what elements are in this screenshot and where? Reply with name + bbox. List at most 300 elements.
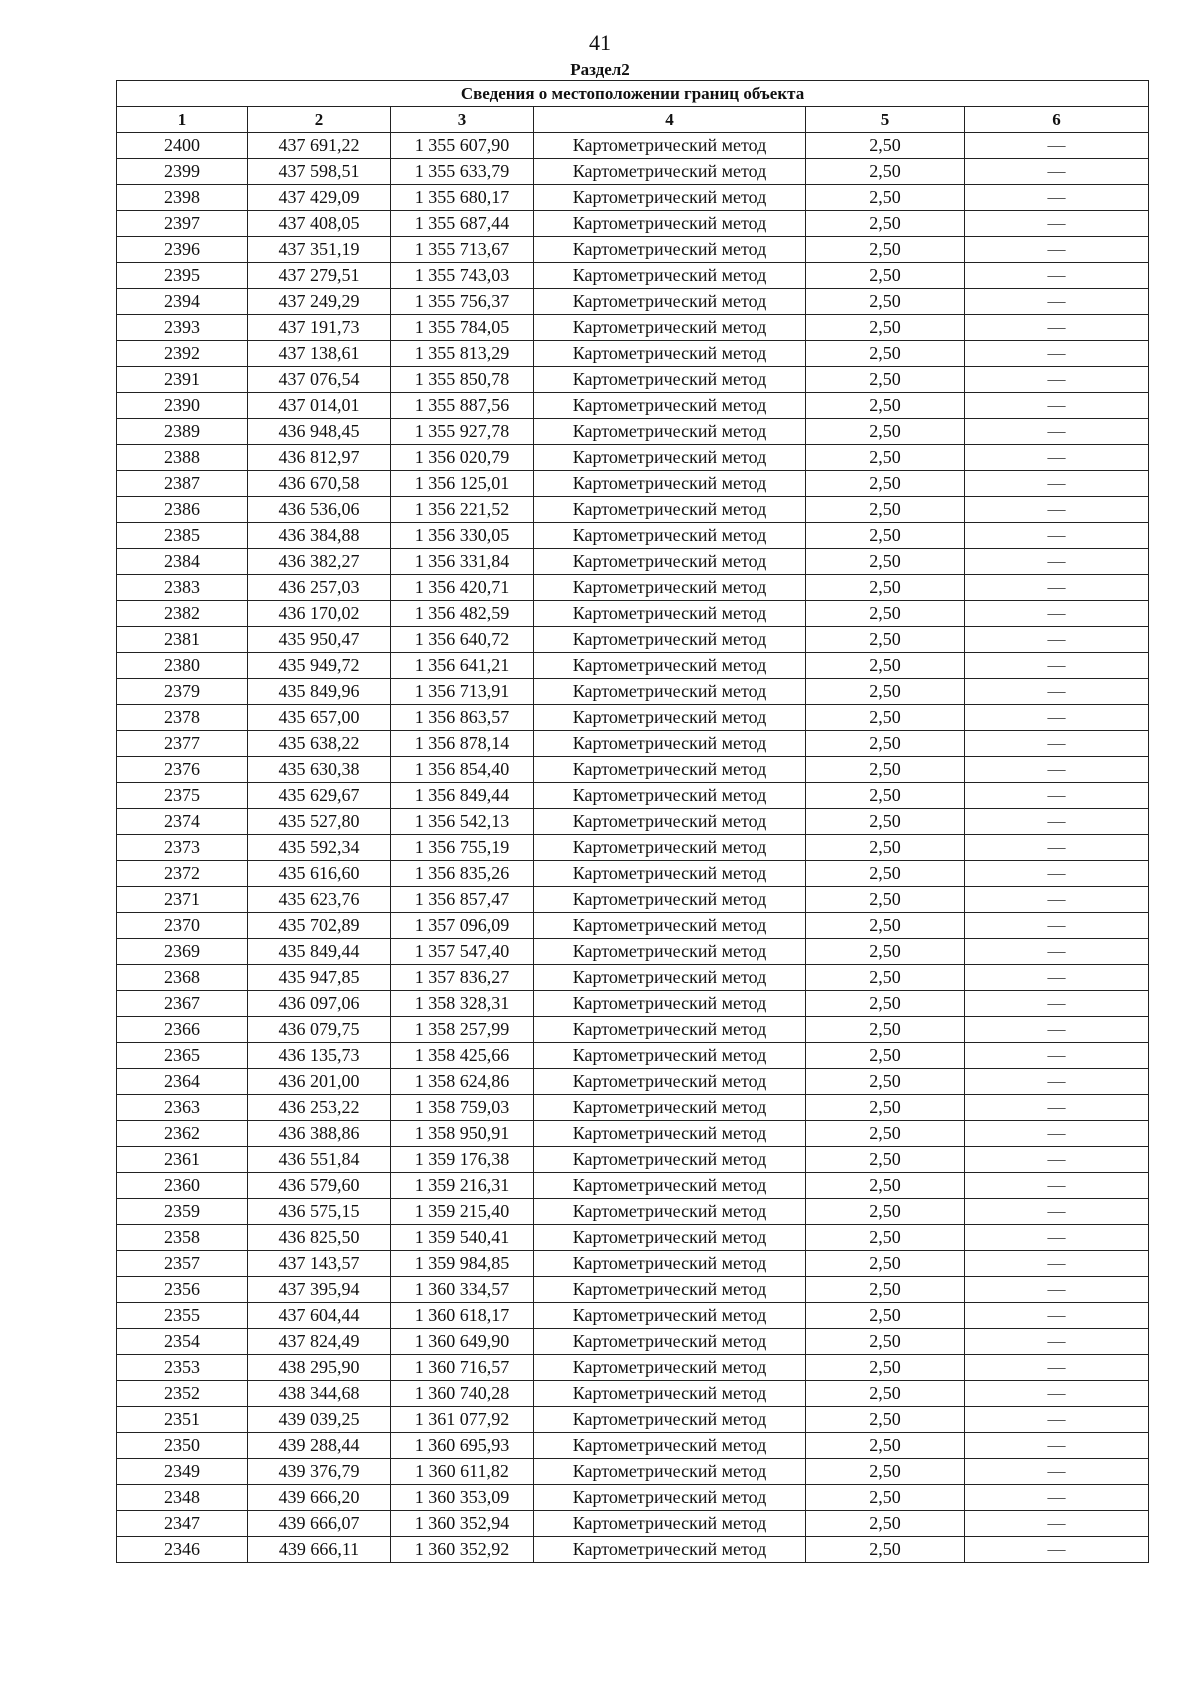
point-number-cell: 2367 bbox=[117, 991, 248, 1017]
table-row bbox=[117, 1355, 1149, 1381]
coord-x-cell: 435 657,00 bbox=[248, 705, 391, 731]
table-row bbox=[117, 185, 1149, 211]
accuracy-cell: 2,50 bbox=[806, 575, 965, 601]
point-number-cell: 2390 bbox=[117, 393, 248, 419]
point-number-cell: 2385 bbox=[117, 523, 248, 549]
method-cell: Картометрический метод bbox=[534, 1329, 806, 1355]
coord-x-cell: 437 138,61 bbox=[248, 341, 391, 367]
method-cell: Картометрический метод bbox=[534, 133, 806, 159]
point-number-cell: 2346 bbox=[117, 1537, 248, 1563]
note-cell: — bbox=[965, 315, 1149, 341]
table-row bbox=[117, 757, 1149, 783]
coord-x-cell: 435 616,60 bbox=[248, 861, 391, 887]
coord-y-cell: 1 356 863,57 bbox=[391, 705, 534, 731]
note-cell: — bbox=[965, 237, 1149, 263]
coord-x-cell: 437 604,44 bbox=[248, 1303, 391, 1329]
accuracy-cell: 2,50 bbox=[806, 887, 965, 913]
note-cell: — bbox=[965, 1303, 1149, 1329]
point-number-cell: 2350 bbox=[117, 1433, 248, 1459]
method-cell: Картометрический метод bbox=[534, 237, 806, 263]
table-row bbox=[117, 549, 1149, 575]
note-cell: — bbox=[965, 393, 1149, 419]
note-cell: — bbox=[965, 939, 1149, 965]
coord-x-cell: 439 666,20 bbox=[248, 1485, 391, 1511]
coord-y-cell: 1 360 611,82 bbox=[391, 1459, 534, 1485]
accuracy-cell: 2,50 bbox=[806, 783, 965, 809]
method-cell: Картометрический метод bbox=[534, 1277, 806, 1303]
point-number-cell: 2352 bbox=[117, 1381, 248, 1407]
note-cell: — bbox=[965, 1017, 1149, 1043]
column-header: 2 bbox=[248, 107, 391, 133]
coord-x-cell: 435 702,89 bbox=[248, 913, 391, 939]
note-cell: — bbox=[965, 523, 1149, 549]
coord-y-cell: 1 356 331,84 bbox=[391, 549, 534, 575]
accuracy-cell: 2,50 bbox=[806, 419, 965, 445]
accuracy-cell: 2,50 bbox=[806, 159, 965, 185]
note-cell: — bbox=[965, 835, 1149, 861]
point-number-cell: 2386 bbox=[117, 497, 248, 523]
table-row bbox=[117, 263, 1149, 289]
method-cell: Картометрический метод bbox=[534, 185, 806, 211]
method-cell: Картометрический метод bbox=[534, 835, 806, 861]
method-cell: Картометрический метод bbox=[534, 861, 806, 887]
coord-x-cell: 435 849,96 bbox=[248, 679, 391, 705]
table-row bbox=[117, 835, 1149, 861]
coord-y-cell: 1 357 836,27 bbox=[391, 965, 534, 991]
method-cell: Картометрический метод bbox=[534, 549, 806, 575]
method-cell: Картометрический метод bbox=[534, 653, 806, 679]
point-number-cell: 2368 bbox=[117, 965, 248, 991]
note-cell: — bbox=[965, 549, 1149, 575]
point-number-cell: 2381 bbox=[117, 627, 248, 653]
method-cell: Картометрический метод bbox=[534, 341, 806, 367]
note-cell: — bbox=[965, 1069, 1149, 1095]
coord-y-cell: 1 356 482,59 bbox=[391, 601, 534, 627]
table-row bbox=[117, 367, 1149, 393]
coord-y-cell: 1 355 887,56 bbox=[391, 393, 534, 419]
column-header: 3 bbox=[391, 107, 534, 133]
table-caption-row bbox=[117, 81, 1149, 107]
method-cell: Картометрический метод bbox=[534, 601, 806, 627]
accuracy-cell: 2,50 bbox=[806, 653, 965, 679]
table-row bbox=[117, 237, 1149, 263]
note-cell: — bbox=[965, 913, 1149, 939]
note-cell: — bbox=[965, 1459, 1149, 1485]
coord-x-cell: 435 849,44 bbox=[248, 939, 391, 965]
point-number-cell: 2354 bbox=[117, 1329, 248, 1355]
note-cell: — bbox=[965, 1043, 1149, 1069]
table-row bbox=[117, 965, 1149, 991]
method-cell: Картометрический метод bbox=[534, 523, 806, 549]
method-cell: Картометрический метод bbox=[534, 1433, 806, 1459]
method-cell: Картометрический метод bbox=[534, 393, 806, 419]
accuracy-cell: 2,50 bbox=[806, 1017, 965, 1043]
table-row bbox=[117, 1173, 1149, 1199]
method-cell: Картометрический метод bbox=[534, 1459, 806, 1485]
accuracy-cell: 2,50 bbox=[806, 1251, 965, 1277]
accuracy-cell: 2,50 bbox=[806, 913, 965, 939]
note-cell: — bbox=[965, 1407, 1149, 1433]
coord-x-cell: 437 408,05 bbox=[248, 211, 391, 237]
point-number-cell: 2376 bbox=[117, 757, 248, 783]
note-cell: — bbox=[965, 653, 1149, 679]
table-row bbox=[117, 705, 1149, 731]
table-row bbox=[117, 627, 1149, 653]
method-cell: Картометрический метод bbox=[534, 1355, 806, 1381]
point-number-cell: 2372 bbox=[117, 861, 248, 887]
coord-x-cell: 436 257,03 bbox=[248, 575, 391, 601]
point-number-cell: 2397 bbox=[117, 211, 248, 237]
method-cell: Картометрический метод bbox=[534, 367, 806, 393]
method-cell: Картометрический метод bbox=[534, 731, 806, 757]
table-row bbox=[117, 1277, 1149, 1303]
note-cell: — bbox=[965, 133, 1149, 159]
coord-y-cell: 1 356 713,91 bbox=[391, 679, 534, 705]
coord-y-cell: 1 358 328,31 bbox=[391, 991, 534, 1017]
table-row bbox=[117, 653, 1149, 679]
method-cell: Картометрический метод bbox=[534, 627, 806, 653]
point-number-cell: 2365 bbox=[117, 1043, 248, 1069]
accuracy-cell: 2,50 bbox=[806, 835, 965, 861]
method-cell: Картометрический метод bbox=[534, 159, 806, 185]
accuracy-cell: 2,50 bbox=[806, 1277, 965, 1303]
accuracy-cell: 2,50 bbox=[806, 133, 965, 159]
coord-x-cell: 439 039,25 bbox=[248, 1407, 391, 1433]
coord-y-cell: 1 360 352,94 bbox=[391, 1511, 534, 1537]
accuracy-cell: 2,50 bbox=[806, 471, 965, 497]
point-number-cell: 2370 bbox=[117, 913, 248, 939]
coord-x-cell: 438 344,68 bbox=[248, 1381, 391, 1407]
method-cell: Картометрический метод bbox=[534, 1147, 806, 1173]
note-cell: — bbox=[965, 185, 1149, 211]
note-cell: — bbox=[965, 1433, 1149, 1459]
coord-x-cell: 437 691,22 bbox=[248, 133, 391, 159]
table-row bbox=[117, 211, 1149, 237]
coord-x-cell: 436 575,15 bbox=[248, 1199, 391, 1225]
note-cell: — bbox=[965, 263, 1149, 289]
point-number-cell: 2356 bbox=[117, 1277, 248, 1303]
table-row bbox=[117, 679, 1149, 705]
accuracy-cell: 2,50 bbox=[806, 289, 965, 315]
table-row bbox=[117, 523, 1149, 549]
accuracy-cell: 2,50 bbox=[806, 1485, 965, 1511]
accuracy-cell: 2,50 bbox=[806, 1329, 965, 1355]
table-row bbox=[117, 939, 1149, 965]
method-cell: Картометрический метод bbox=[534, 1381, 806, 1407]
method-cell: Картометрический метод bbox=[534, 315, 806, 341]
note-cell: — bbox=[965, 367, 1149, 393]
point-number-cell: 2373 bbox=[117, 835, 248, 861]
method-cell: Картометрический метод bbox=[534, 575, 806, 601]
coord-y-cell: 1 355 756,37 bbox=[391, 289, 534, 315]
table-row bbox=[117, 1433, 1149, 1459]
coord-y-cell: 1 360 334,57 bbox=[391, 1277, 534, 1303]
note-cell: — bbox=[965, 991, 1149, 1017]
column-header: 1 bbox=[117, 107, 248, 133]
table-row bbox=[117, 1121, 1149, 1147]
method-cell: Картометрический метод bbox=[534, 419, 806, 445]
coord-x-cell: 435 947,85 bbox=[248, 965, 391, 991]
coord-y-cell: 1 359 216,31 bbox=[391, 1173, 534, 1199]
table-row bbox=[117, 809, 1149, 835]
point-number-cell: 2351 bbox=[117, 1407, 248, 1433]
accuracy-cell: 2,50 bbox=[806, 1381, 965, 1407]
table-row bbox=[117, 341, 1149, 367]
note-cell: — bbox=[965, 965, 1149, 991]
point-number-cell: 2348 bbox=[117, 1485, 248, 1511]
coord-y-cell: 1 359 984,85 bbox=[391, 1251, 534, 1277]
note-cell: — bbox=[965, 783, 1149, 809]
coord-y-cell: 1 359 176,38 bbox=[391, 1147, 534, 1173]
point-number-cell: 2382 bbox=[117, 601, 248, 627]
table-row bbox=[117, 1485, 1149, 1511]
coord-y-cell: 1 356 640,72 bbox=[391, 627, 534, 653]
coord-y-cell: 1 356 835,26 bbox=[391, 861, 534, 887]
coord-x-cell: 436 079,75 bbox=[248, 1017, 391, 1043]
accuracy-cell: 2,50 bbox=[806, 445, 965, 471]
table-row bbox=[117, 731, 1149, 757]
point-number-cell: 2371 bbox=[117, 887, 248, 913]
note-cell: — bbox=[965, 1173, 1149, 1199]
accuracy-cell: 2,50 bbox=[806, 1121, 965, 1147]
accuracy-cell: 2,50 bbox=[806, 341, 965, 367]
coord-x-cell: 439 666,07 bbox=[248, 1511, 391, 1537]
coord-x-cell: 437 014,01 bbox=[248, 393, 391, 419]
column-header: 4 bbox=[534, 107, 806, 133]
table-row bbox=[117, 1381, 1149, 1407]
point-number-cell: 2378 bbox=[117, 705, 248, 731]
point-number-cell: 2398 bbox=[117, 185, 248, 211]
method-cell: Картометрический метод bbox=[534, 1251, 806, 1277]
coord-y-cell: 1 356 641,21 bbox=[391, 653, 534, 679]
coord-x-cell: 436 579,60 bbox=[248, 1173, 391, 1199]
table-row bbox=[117, 861, 1149, 887]
table-row bbox=[117, 1095, 1149, 1121]
coord-x-cell: 436 825,50 bbox=[248, 1225, 391, 1251]
accuracy-cell: 2,50 bbox=[806, 549, 965, 575]
coord-x-cell: 435 949,72 bbox=[248, 653, 391, 679]
coord-y-cell: 1 355 713,67 bbox=[391, 237, 534, 263]
coord-x-cell: 437 824,49 bbox=[248, 1329, 391, 1355]
point-number-cell: 2363 bbox=[117, 1095, 248, 1121]
coord-y-cell: 1 356 420,71 bbox=[391, 575, 534, 601]
coord-x-cell: 436 536,06 bbox=[248, 497, 391, 523]
coord-x-cell: 436 382,27 bbox=[248, 549, 391, 575]
accuracy-cell: 2,50 bbox=[806, 705, 965, 731]
coord-y-cell: 1 356 221,52 bbox=[391, 497, 534, 523]
coord-y-cell: 1 356 020,79 bbox=[391, 445, 534, 471]
note-cell: — bbox=[965, 575, 1149, 601]
coord-y-cell: 1 358 624,86 bbox=[391, 1069, 534, 1095]
coord-x-cell: 436 948,45 bbox=[248, 419, 391, 445]
accuracy-cell: 2,50 bbox=[806, 1147, 965, 1173]
method-cell: Картометрический метод bbox=[534, 445, 806, 471]
accuracy-cell: 2,50 bbox=[806, 679, 965, 705]
coord-y-cell: 1 356 542,13 bbox=[391, 809, 534, 835]
coord-x-cell: 438 295,90 bbox=[248, 1355, 391, 1381]
point-number-cell: 2391 bbox=[117, 367, 248, 393]
method-cell: Картометрический метод bbox=[534, 1225, 806, 1251]
coord-y-cell: 1 355 784,05 bbox=[391, 315, 534, 341]
point-number-cell: 2383 bbox=[117, 575, 248, 601]
accuracy-cell: 2,50 bbox=[806, 211, 965, 237]
point-number-cell: 2375 bbox=[117, 783, 248, 809]
coord-y-cell: 1 355 927,78 bbox=[391, 419, 534, 445]
point-number-cell: 2355 bbox=[117, 1303, 248, 1329]
accuracy-cell: 2,50 bbox=[806, 757, 965, 783]
note-cell: — bbox=[965, 289, 1149, 315]
table-row bbox=[117, 575, 1149, 601]
coord-x-cell: 436 670,58 bbox=[248, 471, 391, 497]
table-row bbox=[117, 419, 1149, 445]
coord-x-cell: 439 666,11 bbox=[248, 1537, 391, 1563]
note-cell: — bbox=[965, 1329, 1149, 1355]
point-number-cell: 2359 bbox=[117, 1199, 248, 1225]
coord-y-cell: 1 358 759,03 bbox=[391, 1095, 534, 1121]
table-row bbox=[117, 991, 1149, 1017]
note-cell: — bbox=[965, 705, 1149, 731]
table-row bbox=[117, 1069, 1149, 1095]
accuracy-cell: 2,50 bbox=[806, 1043, 965, 1069]
method-cell: Картометрический метод bbox=[534, 471, 806, 497]
note-cell: — bbox=[965, 1381, 1149, 1407]
point-number-cell: 2353 bbox=[117, 1355, 248, 1381]
table-caption: Сведения о местоположении границ объекта bbox=[117, 81, 1149, 107]
coord-y-cell: 1 356 125,01 bbox=[391, 471, 534, 497]
coord-y-cell: 1 358 950,91 bbox=[391, 1121, 534, 1147]
coord-x-cell: 435 623,76 bbox=[248, 887, 391, 913]
coord-y-cell: 1 357 096,09 bbox=[391, 913, 534, 939]
coord-y-cell: 1 359 540,41 bbox=[391, 1225, 534, 1251]
note-cell: — bbox=[965, 1251, 1149, 1277]
coord-x-cell: 437 351,19 bbox=[248, 237, 391, 263]
column-header: 5 bbox=[806, 107, 965, 133]
accuracy-cell: 2,50 bbox=[806, 601, 965, 627]
column-header-row bbox=[117, 107, 1149, 133]
table-row bbox=[117, 497, 1149, 523]
coord-y-cell: 1 356 878,14 bbox=[391, 731, 534, 757]
table-row bbox=[117, 1017, 1149, 1043]
coord-x-cell: 437 249,29 bbox=[248, 289, 391, 315]
accuracy-cell: 2,50 bbox=[806, 1407, 965, 1433]
accuracy-cell: 2,50 bbox=[806, 939, 965, 965]
note-cell: — bbox=[965, 1277, 1149, 1303]
coord-y-cell: 1 360 716,57 bbox=[391, 1355, 534, 1381]
coord-y-cell: 1 360 352,92 bbox=[391, 1537, 534, 1563]
table-row bbox=[117, 315, 1149, 341]
point-number-cell: 2369 bbox=[117, 939, 248, 965]
point-number-cell: 2360 bbox=[117, 1173, 248, 1199]
method-cell: Картометрический метод bbox=[534, 1095, 806, 1121]
method-cell: Картометрический метод bbox=[534, 1121, 806, 1147]
method-cell: Картометрический метод bbox=[534, 679, 806, 705]
point-number-cell: 2393 bbox=[117, 315, 248, 341]
coord-y-cell: 1 361 077,92 bbox=[391, 1407, 534, 1433]
coord-x-cell: 436 388,86 bbox=[248, 1121, 391, 1147]
table-row bbox=[117, 1147, 1149, 1173]
table-row bbox=[117, 1459, 1149, 1485]
method-cell: Картометрический метод bbox=[534, 887, 806, 913]
method-cell: Картометрический метод bbox=[534, 1485, 806, 1511]
point-number-cell: 2394 bbox=[117, 289, 248, 315]
coord-y-cell: 1 356 857,47 bbox=[391, 887, 534, 913]
coord-x-cell: 435 592,34 bbox=[248, 835, 391, 861]
coord-y-cell: 1 359 215,40 bbox=[391, 1199, 534, 1225]
method-cell: Картометрический метод bbox=[534, 1199, 806, 1225]
coord-x-cell: 436 097,06 bbox=[248, 991, 391, 1017]
note-cell: — bbox=[965, 757, 1149, 783]
note-cell: — bbox=[965, 471, 1149, 497]
method-cell: Картометрический метод bbox=[534, 211, 806, 237]
column-header: 6 bbox=[965, 107, 1149, 133]
table-row bbox=[117, 133, 1149, 159]
coord-x-cell: 436 253,22 bbox=[248, 1095, 391, 1121]
accuracy-cell: 2,50 bbox=[806, 627, 965, 653]
accuracy-cell: 2,50 bbox=[806, 1303, 965, 1329]
table-row bbox=[117, 1251, 1149, 1277]
coord-x-cell: 436 170,02 bbox=[248, 601, 391, 627]
coord-y-cell: 1 355 687,44 bbox=[391, 211, 534, 237]
method-cell: Картометрический метод bbox=[534, 1017, 806, 1043]
table-row bbox=[117, 1043, 1149, 1069]
table-row bbox=[117, 1407, 1149, 1433]
point-number-cell: 2379 bbox=[117, 679, 248, 705]
note-cell: — bbox=[965, 1485, 1149, 1511]
coord-y-cell: 1 355 607,90 bbox=[391, 133, 534, 159]
coord-y-cell: 1 355 813,29 bbox=[391, 341, 534, 367]
note-cell: — bbox=[965, 211, 1149, 237]
coord-y-cell: 1 358 425,66 bbox=[391, 1043, 534, 1069]
table-row bbox=[117, 601, 1149, 627]
coord-y-cell: 1 356 849,44 bbox=[391, 783, 534, 809]
point-number-cell: 2395 bbox=[117, 263, 248, 289]
point-number-cell: 2361 bbox=[117, 1147, 248, 1173]
coord-y-cell: 1 355 850,78 bbox=[391, 367, 534, 393]
method-cell: Картометрический метод bbox=[534, 1511, 806, 1537]
table-row bbox=[117, 1537, 1149, 1563]
coord-x-cell: 439 288,44 bbox=[248, 1433, 391, 1459]
note-cell: — bbox=[965, 341, 1149, 367]
note-cell: — bbox=[965, 1095, 1149, 1121]
accuracy-cell: 2,50 bbox=[806, 185, 965, 211]
coord-x-cell: 435 638,22 bbox=[248, 731, 391, 757]
table-row bbox=[117, 1329, 1149, 1355]
note-cell: — bbox=[965, 809, 1149, 835]
accuracy-cell: 2,50 bbox=[806, 237, 965, 263]
note-cell: — bbox=[965, 861, 1149, 887]
point-number-cell: 2387 bbox=[117, 471, 248, 497]
table-row bbox=[117, 783, 1149, 809]
point-number-cell: 2349 bbox=[117, 1459, 248, 1485]
method-cell: Картометрический метод bbox=[534, 965, 806, 991]
accuracy-cell: 2,50 bbox=[806, 1355, 965, 1381]
coord-x-cell: 437 429,09 bbox=[248, 185, 391, 211]
coord-y-cell: 1 356 330,05 bbox=[391, 523, 534, 549]
coord-x-cell: 437 395,94 bbox=[248, 1277, 391, 1303]
accuracy-cell: 2,50 bbox=[806, 315, 965, 341]
point-number-cell: 2357 bbox=[117, 1251, 248, 1277]
note-cell: — bbox=[965, 1355, 1149, 1381]
method-cell: Картометрический метод bbox=[534, 991, 806, 1017]
note-cell: — bbox=[965, 419, 1149, 445]
section-label: Раздел2 bbox=[570, 60, 630, 79]
table-row bbox=[117, 1199, 1149, 1225]
note-cell: — bbox=[965, 159, 1149, 185]
coord-y-cell: 1 356 755,19 bbox=[391, 835, 534, 861]
coord-y-cell: 1 360 353,09 bbox=[391, 1485, 534, 1511]
table-row bbox=[117, 445, 1149, 471]
method-cell: Картометрический метод bbox=[534, 809, 806, 835]
